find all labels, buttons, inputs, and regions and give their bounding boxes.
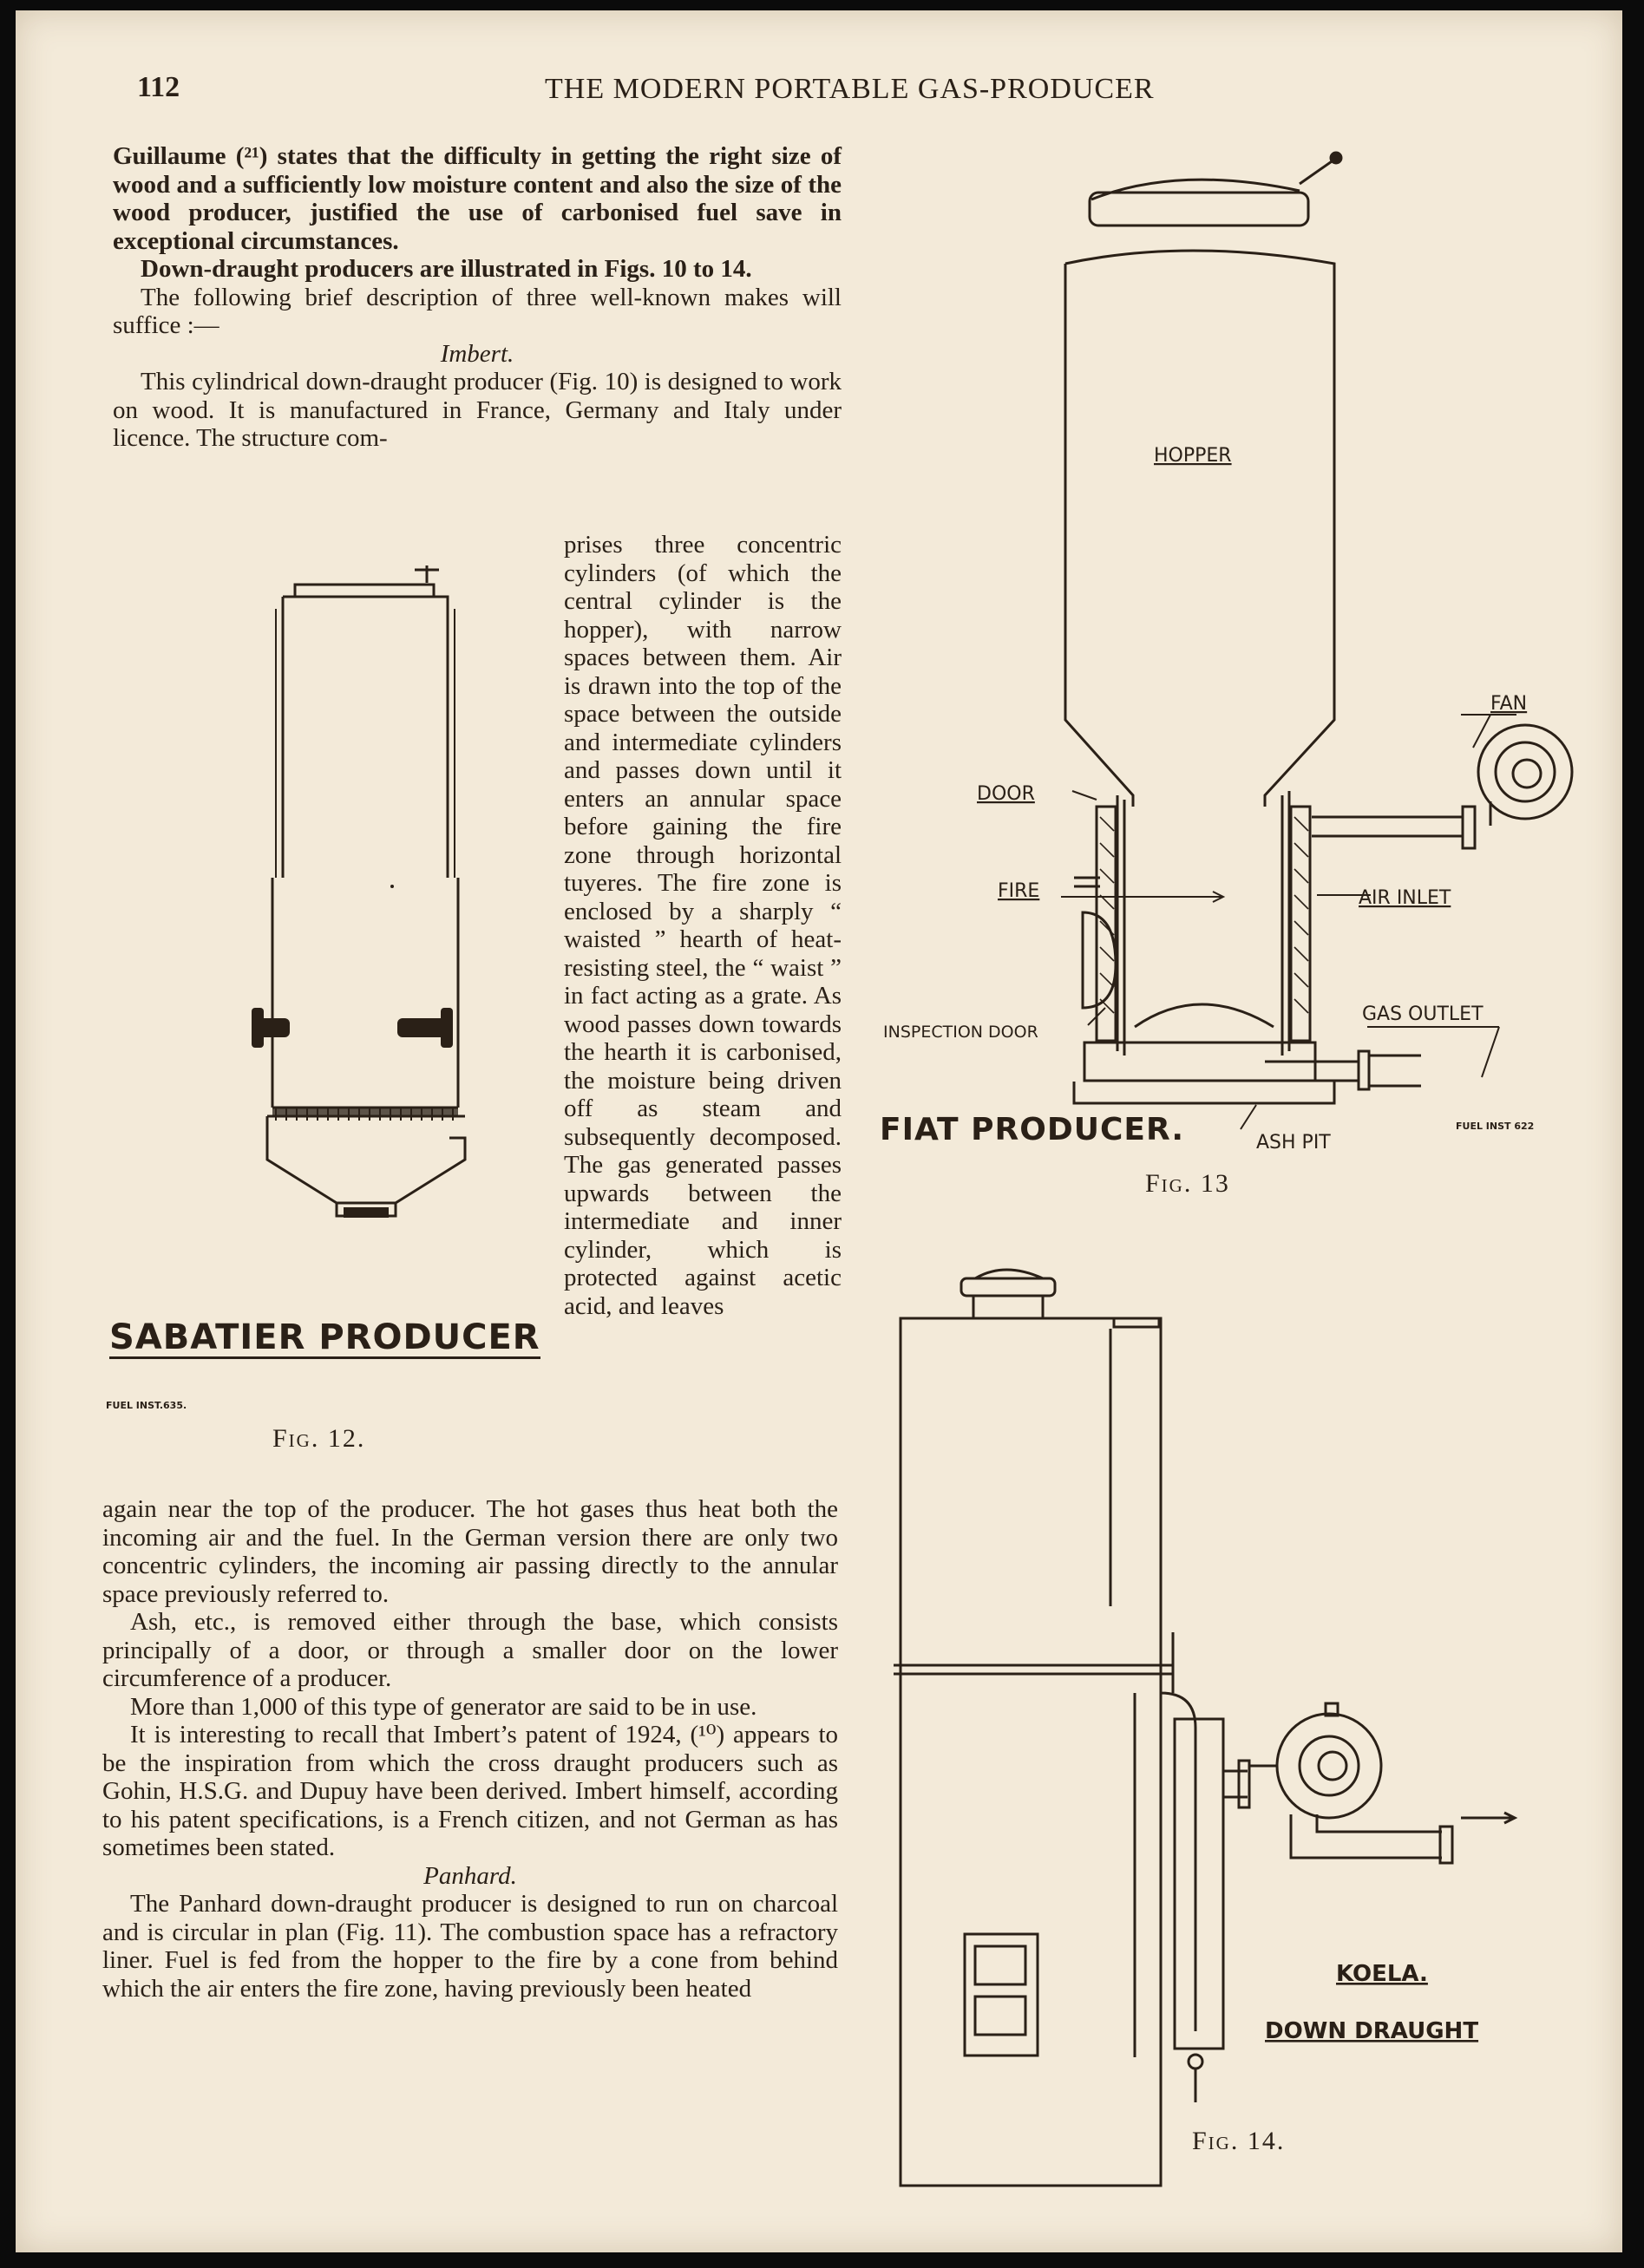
heading-panhard: Panhard. [423, 1861, 517, 1890]
fig12-credit: FUEL INST.635. [106, 1400, 187, 1411]
page-number: 112 [137, 71, 180, 103]
paragraph-guillaume: Guillaume (²¹) states that the difficulty in getting the right size of wood and a sufficiently low moisture content and also the size of the wood producer, justified the use of carbonised fuel save in exceptional circumstances. [113, 142, 842, 255]
fig13-label-ash-pit: ASH PIT [1256, 1132, 1331, 1154]
fig13-label-air-inlet: AIR INLET [1359, 887, 1451, 909]
fig12-title: SABATIER PRODUCER [109, 1317, 540, 1357]
fig14-title-line2: DOWN DRAUGHT [1265, 2018, 1479, 2044]
fig13-title: FIAT PRODUCER. [880, 1112, 1185, 1147]
paragraph-makes: The following brief description of three well-known makes will suffice :— [113, 283, 842, 339]
paragraph-imbert-intro: This cylindrical down-draught producer (Fig. 10) is designed to work on wood. It is manufactured in France, Germany and Italy under licence. The structure com- [113, 368, 842, 452]
running-head: THE MODERN PORTABLE GAS-PRODUCER [545, 73, 1155, 105]
paragraph-figs: Down-draught producers are illustrated in Figs. 10 to 14. [141, 255, 752, 283]
fig13-label-door: DOOR [977, 783, 1035, 805]
fig13-label-hopper: HOPPER [1154, 445, 1232, 467]
fig13-label-inspection-door: INSPECTION DOOR [883, 1023, 1038, 1042]
text-column-bottom [102, 1495, 838, 2003]
paragraph-patent: It is interesting to recall that Imbert’s patent of 1924, (¹⁰) appears to be the inspiration from which the cross draught producers such as Gohin, H.S.G. and Dupuy have been derived. Imbert himself, according to his patent specifications, is a French citizen, and not German as has sometimes been stated. [102, 1721, 838, 1861]
fig13-label-fan: FAN [1490, 693, 1528, 715]
scanned-book-page [16, 10, 1622, 2252]
paragraph-panhard: The Panhard down-draught producer is designed to run on charcoal and is circular in plan (Fig. 11). The combustion space has a refractory liner. Fuel is fed from the hopper to the fire by a cone from behind which the air enters the fire zone, having previously been heated [102, 1890, 838, 2003]
paragraph-generators: More than 1,000 of this type of generator are said to be in use. [130, 1692, 757, 1721]
paragraph-imbert-cont: again near the top of the producer. The hot gases thus heat both the incoming air and the fuel. In the German version there are only two concentric cylinders, the incoming air passing directly to the annular space previously referred to. [102, 1495, 838, 1608]
page-header [16, 62, 1622, 114]
fig12-caption: Fig. 12. [272, 1424, 366, 1453]
fig13-label-fire: FIRE [998, 880, 1040, 902]
text-column-top [113, 142, 842, 453]
fig13-credit: FUEL INST 622 [1456, 1121, 1535, 1132]
fig13-caption: Fig. 13 [1145, 1169, 1230, 1198]
fig13-label-gas-outlet: GAS OUTLET [1362, 1003, 1484, 1025]
paragraph-ash: Ash, etc., is removed either through the base, which consists principally of a door, or through a smaller door on the lower circumference of a producer. [102, 1608, 838, 1692]
paragraph-imbert-narrow: prises three concentric cylinders (of which the central cylinder is the hopper), with narrow spaces between them. Air is drawn into the top of the space between the outside and intermediate cylinders and passes down until it enters an annular space before gaining the fire zone through horizontal tuyeres. The fire zone is enclosed by a sharply “ waisted ” hearth of heat-resisting steel, the “ waist ” in fact acting as a grate. As wood passes down towards the hearth it is carbonised, the moisture being driven off as steam and subsequently decomposed. The gas generated passes upwards between the intermediate and inner cylinder, which is protected against acetic acid, and leaves [564, 531, 842, 1320]
text-column-narrow [564, 531, 842, 1320]
heading-imbert: Imbert. [440, 339, 514, 368]
fig14-title-line1: KOELA. [1336, 1961, 1428, 1987]
fig14-caption: Fig. 14. [1192, 2127, 1286, 2155]
